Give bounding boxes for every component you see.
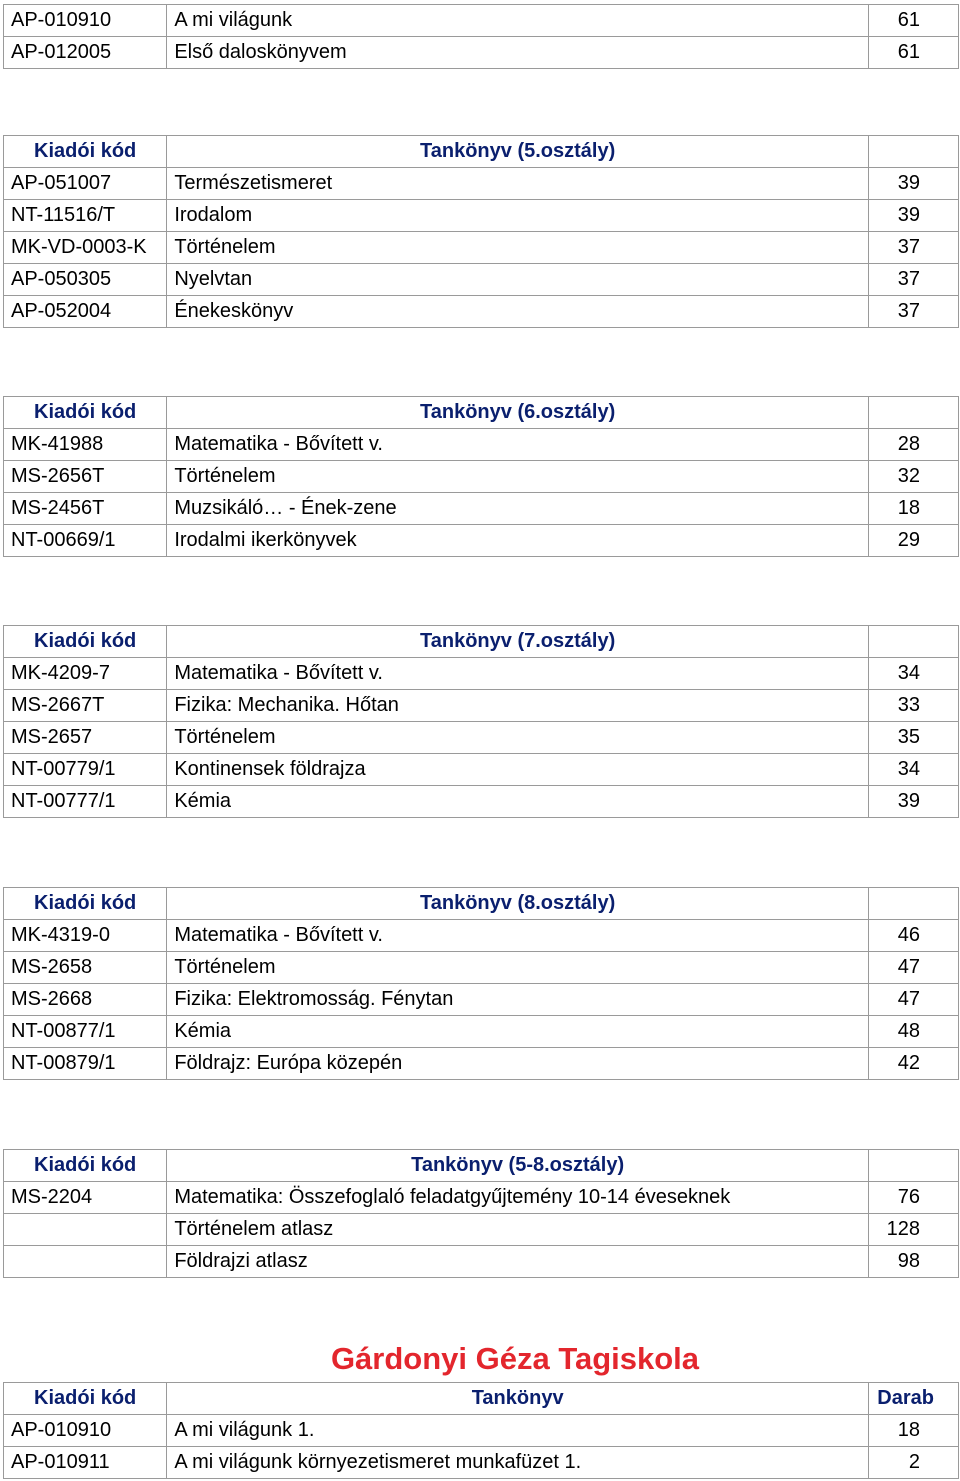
- book-count: 48: [868, 1016, 958, 1048]
- table-row: [4, 37, 959, 69]
- publisher-code: MS-2656T: [4, 461, 167, 493]
- publisher-code: MK-VD-0003-K: [4, 232, 167, 264]
- table-row: [4, 461, 959, 493]
- book-title: Kontinensek földrajza: [167, 754, 869, 786]
- publisher-code: NT-00777/1: [4, 786, 167, 818]
- header-publisher-code: Kiadói kód: [4, 136, 167, 168]
- publisher-code: NT-00877/1: [4, 1016, 167, 1048]
- table-header-row: [4, 1150, 959, 1182]
- grade-8-table: [3, 887, 959, 1080]
- book-title: Földrajz: Európa közepén: [167, 1048, 869, 1080]
- book-count: 37: [868, 296, 958, 328]
- book-title: Kémia: [167, 786, 869, 818]
- book-count: 32: [868, 461, 958, 493]
- book-title: Történelem: [167, 232, 869, 264]
- book-title: Történelem atlasz: [167, 1214, 869, 1246]
- book-title: Földrajzi atlasz: [167, 1246, 869, 1278]
- book-count: 37: [868, 264, 958, 296]
- publisher-code: AP-010910: [4, 1415, 167, 1447]
- table-row: [4, 984, 959, 1016]
- table-row: [4, 493, 959, 525]
- header-publisher-code: Kiadói kód: [4, 626, 167, 658]
- table-row: [4, 429, 959, 461]
- book-count: 61: [868, 5, 958, 37]
- header-book-title: Tankönyv (8.osztály): [167, 888, 869, 920]
- table-row: [4, 786, 959, 818]
- table-row: [4, 168, 959, 200]
- table-row: [4, 1016, 959, 1048]
- book-count: 34: [868, 658, 958, 690]
- table-row: [4, 1214, 959, 1246]
- grade-5-table: [3, 135, 959, 328]
- book-title: A mi világunk 1.: [167, 1415, 869, 1447]
- header-count: Darab: [868, 1383, 958, 1415]
- book-title: Matematika: Összefoglaló feladatgyűjtemény 10-14 éveseknek: [167, 1182, 869, 1214]
- table-header-row: [4, 397, 959, 429]
- book-count: 98: [868, 1246, 958, 1278]
- publisher-code: AP-051007: [4, 168, 167, 200]
- publisher-code: MK-4319-0: [4, 920, 167, 952]
- book-count: 33: [868, 690, 958, 722]
- table-row: [4, 1415, 959, 1447]
- book-count: 2: [868, 1447, 958, 1479]
- publisher-code: AP-010911: [4, 1447, 167, 1479]
- book-title: A mi világunk: [167, 5, 869, 37]
- book-count: 29: [868, 525, 958, 557]
- book-title: Természetismeret: [167, 168, 869, 200]
- header-book-title: Tankönyv (5.osztály): [167, 136, 869, 168]
- publisher-code: [4, 1214, 167, 1246]
- header-publisher-code: Kiadói kód: [4, 1150, 167, 1182]
- book-title: Matematika - Bővített v.: [167, 429, 869, 461]
- book-title: A mi világunk környezetismeret munkafüzet 1.: [167, 1447, 869, 1479]
- table-row: [4, 5, 959, 37]
- table-row: [4, 525, 959, 557]
- header-count: [868, 136, 958, 168]
- book-count: 34: [868, 754, 958, 786]
- table-header-row: [4, 136, 959, 168]
- book-count: 35: [868, 722, 958, 754]
- table-row: [4, 1048, 959, 1080]
- header-book-title: Tankönyv (6.osztály): [167, 397, 869, 429]
- book-title: Fizika: Elektromosság. Fénytan: [167, 984, 869, 1016]
- publisher-code: [4, 1246, 167, 1278]
- top-continuation-table: [3, 4, 959, 69]
- table-row: [4, 690, 959, 722]
- book-count: 39: [868, 200, 958, 232]
- table-row: [4, 1447, 959, 1479]
- table-row: [4, 264, 959, 296]
- book-count: 61: [868, 37, 958, 69]
- book-title: Első daloskönyvem: [167, 37, 869, 69]
- school-title: Gárdonyi Géza Tagiskola: [330, 1341, 700, 1376]
- book-count: 39: [868, 168, 958, 200]
- publisher-code: NT-00879/1: [4, 1048, 167, 1080]
- header-publisher-code: Kiadói kód: [4, 397, 167, 429]
- book-title: Muzsikáló… - Ének-zene: [167, 493, 869, 525]
- publisher-code: MS-2204: [4, 1182, 167, 1214]
- book-count: 18: [868, 493, 958, 525]
- book-count: 42: [868, 1048, 958, 1080]
- school-book-table: [3, 1382, 959, 1479]
- publisher-code: MS-2658: [4, 952, 167, 984]
- book-title: Fizika: Mechanika. Hőtan: [167, 690, 869, 722]
- header-publisher-code: Kiadói kód: [4, 1383, 167, 1415]
- book-count: 18: [868, 1415, 958, 1447]
- table-row: [4, 754, 959, 786]
- publisher-code: NT-00779/1: [4, 754, 167, 786]
- header-book-title: Tankönyv (5-8.osztály): [167, 1150, 869, 1182]
- book-title: Matematika - Bővített v.: [167, 920, 869, 952]
- table-row: [4, 296, 959, 328]
- table-row: [4, 200, 959, 232]
- header-book-title: Tankönyv (7.osztály): [167, 626, 869, 658]
- header-count: [868, 1150, 958, 1182]
- publisher-code: MK-4209-7: [4, 658, 167, 690]
- book-title: Nyelvtan: [167, 264, 869, 296]
- book-title: Kémia: [167, 1016, 869, 1048]
- header-publisher-code: Kiadói kód: [4, 888, 167, 920]
- table-row: [4, 658, 959, 690]
- publisher-code: NT-00669/1: [4, 525, 167, 557]
- table-header-row: [4, 626, 959, 658]
- book-count: 28: [868, 429, 958, 461]
- publisher-code: AP-010910: [4, 5, 167, 37]
- book-count: 128: [868, 1214, 958, 1246]
- book-title: Énekeskönyv: [167, 296, 869, 328]
- publisher-code: MS-2657: [4, 722, 167, 754]
- book-count: 46: [868, 920, 958, 952]
- table-row: [4, 920, 959, 952]
- book-count: 37: [868, 232, 958, 264]
- book-title: Irodalmi ikerkönyvek: [167, 525, 869, 557]
- table-row: [4, 1246, 959, 1278]
- grade-5-8-table: [3, 1149, 959, 1278]
- table-row: [4, 722, 959, 754]
- book-title: Matematika - Bővített v.: [167, 658, 869, 690]
- book-count: 47: [868, 984, 958, 1016]
- book-title: Történelem: [167, 461, 869, 493]
- table-row: [4, 1182, 959, 1214]
- book-title: Történelem: [167, 952, 869, 984]
- book-count: 47: [868, 952, 958, 984]
- header-count: [868, 397, 958, 429]
- publisher-code: MK-41988: [4, 429, 167, 461]
- table-row: [4, 952, 959, 984]
- book-count: 39: [868, 786, 958, 818]
- publisher-code: MS-2668: [4, 984, 167, 1016]
- grade-6-table: [3, 396, 959, 557]
- publisher-code: MS-2456T: [4, 493, 167, 525]
- publisher-code: AP-012005: [4, 37, 167, 69]
- header-count: [868, 888, 958, 920]
- book-title: Irodalom: [167, 200, 869, 232]
- header-book-title: Tankönyv: [167, 1383, 869, 1415]
- grade-7-table: [3, 625, 959, 818]
- publisher-code: AP-052004: [4, 296, 167, 328]
- book-title: Történelem: [167, 722, 869, 754]
- publisher-code: MS-2667T: [4, 690, 167, 722]
- publisher-code: NT-11516/T: [4, 200, 167, 232]
- header-count: [868, 626, 958, 658]
- table-row: [4, 232, 959, 264]
- book-count: 76: [868, 1182, 958, 1214]
- table-header-row: [4, 1383, 959, 1415]
- publisher-code: AP-050305: [4, 264, 167, 296]
- table-header-row: [4, 888, 959, 920]
